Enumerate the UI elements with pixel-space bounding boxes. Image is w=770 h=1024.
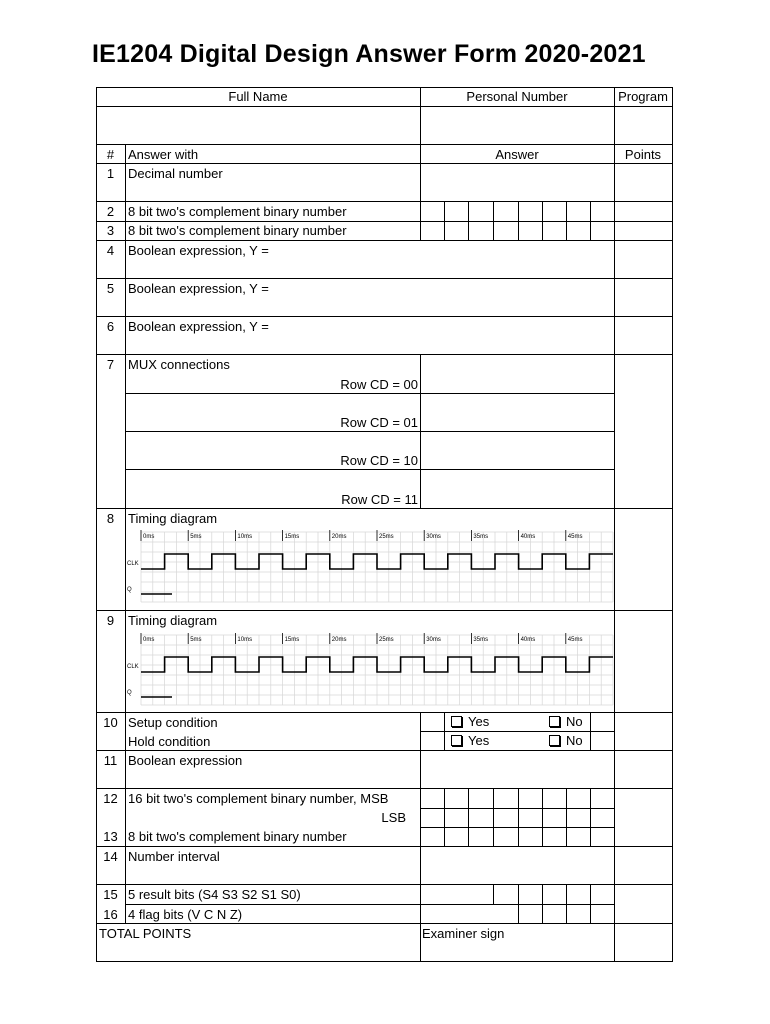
table-line [96,354,673,355]
question-number: 3 [106,223,115,238]
question-label: Boolean expression, Y = [128,319,269,334]
question-number: 11 [103,753,118,768]
page-title: IE1204 Digital Design Answer Form 2020-2021 [92,40,646,68]
checkbox-icon[interactable] [549,716,560,727]
table-line [566,904,567,924]
column-points: Points [624,147,662,162]
table-line [125,431,421,432]
time-label: 35ms [473,637,489,643]
table-line [468,201,469,241]
table-line [590,884,591,905]
table-line [518,884,519,905]
column-number: # [106,147,115,162]
setup-no-checkbox[interactable] [549,715,583,729]
table-line [590,904,591,924]
table-line [96,316,673,317]
table-line [566,884,567,905]
question-label: Hold condition [128,734,211,749]
table-line [96,201,673,202]
table-line [672,87,673,962]
time-label: 0ms [143,637,155,643]
table-line [420,712,421,924]
question-label: 8 bit two's complement binary number [128,223,347,238]
question-number: 9 [106,613,115,628]
time-label: 25ms [379,534,394,540]
question-label: 8 bit two's complement binary number [128,204,347,219]
table-line [542,904,543,924]
examiner-sign-label: Examiner sign [422,926,505,941]
table-line [96,610,673,611]
table-line [420,731,615,732]
table-line [96,712,673,713]
question-number: 13 [103,829,118,844]
hold-yes-checkbox[interactable] [451,734,489,748]
table-line [590,788,591,847]
clk-signal-label: CLK [127,561,139,567]
question-number: 1 [106,166,115,181]
question-number: 12 [103,791,118,806]
time-label: 40ms [520,534,536,540]
question-label: Boolean expression, Y = [128,243,269,258]
clk-waveform [141,554,613,569]
question-number: 7 [106,357,115,372]
time-label: 10ms [237,534,253,540]
question-label: MUX connections [128,357,230,372]
clk-signal-label: CLK [127,664,139,670]
q-signal-label: Q [127,587,132,593]
table-line [493,201,494,241]
question-number: 10 [103,715,118,730]
table-line [542,884,543,905]
table-line [96,87,673,88]
table-line [96,884,673,885]
table-line [468,788,469,847]
question-label: 16 bit two's complement binary number, MSB [128,791,389,806]
mux-row-label: Row CD = 01 [340,415,418,430]
question-label: 5 result bits (S4 S3 S2 S1 S0) [128,887,301,902]
question-label: 4 flag bits (V C N Z) [128,907,243,922]
checkbox-label: Yes [468,733,490,748]
time-label: 30ms [426,637,441,643]
checkbox-icon[interactable] [451,716,462,727]
table-line [444,788,445,847]
table-line [96,106,673,107]
table-line [96,508,673,509]
time-label: 15ms [284,534,300,540]
table-line [96,923,673,924]
table-line [96,240,673,241]
table-line [125,393,421,394]
question-number: 6 [106,319,115,334]
q-signal-label: Q [127,690,132,696]
clk-waveform [141,657,613,672]
mux-row-label: Row CD = 10 [340,453,418,468]
checkbox-icon[interactable] [549,735,560,746]
question-label: Number interval [128,849,220,864]
table-line [420,827,615,828]
time-label: 30ms [426,534,441,540]
hold-no-checkbox[interactable] [549,734,583,748]
time-label: 25ms [379,637,394,643]
total-points-label: TOTAL POINTS [99,926,192,941]
question-number: 2 [106,204,115,219]
question-label: LSB [381,810,406,825]
table-line [96,163,673,164]
table-line [96,221,673,222]
checkbox-label: No [566,733,583,748]
table-line [420,393,615,394]
table-line [444,201,445,241]
table-line [96,788,673,789]
time-label: 10ms [237,637,253,643]
column-answer-with: Answer with [128,147,199,162]
setup-yes-checkbox[interactable] [451,715,489,729]
table-line [125,469,421,470]
table-line [420,904,615,905]
table-line [518,788,519,847]
table-line [542,201,543,241]
table-line [590,201,591,241]
table-line [518,201,519,241]
time-label: 45ms [567,637,583,643]
table-line [420,923,421,962]
table-line [493,788,494,847]
time-label: 5ms [190,637,202,643]
table-line [542,788,543,847]
time-label: 15ms [284,637,300,643]
table-line [566,201,567,241]
time-label: 20ms [331,534,347,540]
table-line [518,904,519,924]
table-line [420,808,615,809]
header-full-name: Full Name [228,89,288,104]
table-line [96,278,673,279]
time-label: 20ms [331,637,347,643]
time-label: 35ms [473,534,489,540]
question-number: 14 [103,849,118,864]
question-number: 16 [103,907,118,922]
table-line [614,87,615,962]
question-label: Boolean expression, Y = [128,281,269,296]
question-label: 8 bit two's complement binary number [128,829,347,844]
mux-row-label: Row CD = 11 [341,492,418,507]
time-label: 5ms [190,534,202,540]
question-number: 4 [106,243,115,258]
question-number: 8 [106,511,115,526]
checkbox-label: No [566,714,583,729]
question-label: Decimal number [128,166,223,181]
question-label: Boolean expression [128,753,243,768]
timing-diagram-8 [125,528,613,606]
question-number: 5 [106,281,115,296]
timing-diagram-9 [125,631,613,709]
table-line [420,354,421,509]
column-answer: Answer [495,147,539,162]
table-line [493,884,494,905]
checkbox-icon[interactable] [451,735,462,746]
table-line [444,712,445,751]
question-label: Setup condition [128,715,218,730]
question-label: Timing diagram [128,613,218,628]
table-line [96,961,673,962]
table-line [96,144,673,145]
checkbox-label: Yes [468,714,490,729]
time-label: 0ms [143,534,155,540]
time-label: 40ms [520,637,536,643]
table-line [96,846,673,847]
table-line [420,431,615,432]
time-label: 45ms [567,534,583,540]
table-line [590,712,591,751]
header-program: Program [618,89,668,104]
question-label: Timing diagram [128,511,218,526]
table-line [420,469,615,470]
mux-row-label: Row CD = 00 [340,377,418,392]
question-number: 15 [103,887,118,902]
table-line [96,750,673,751]
header-personal-number: Personal Number [466,89,568,104]
table-line [566,788,567,847]
